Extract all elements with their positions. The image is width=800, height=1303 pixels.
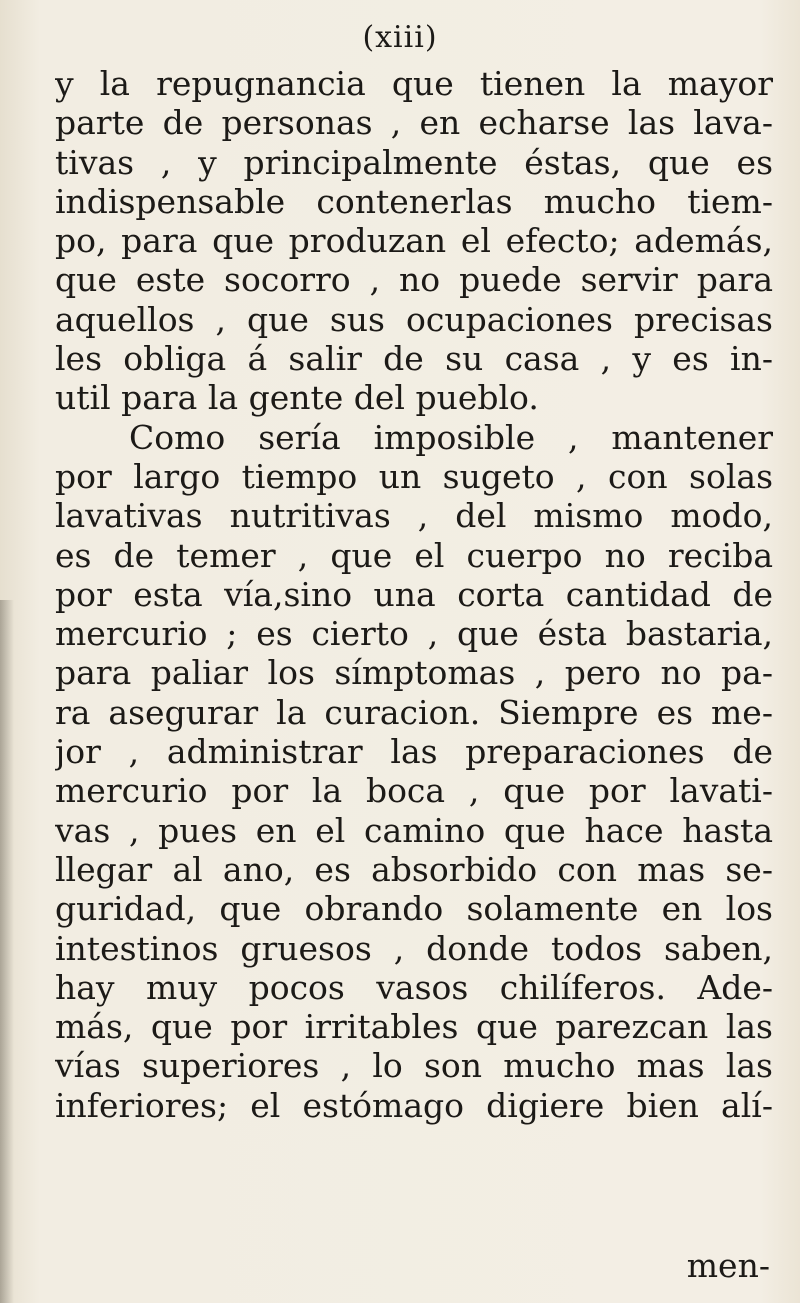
text-line: que este socorro , no puede servir para [55,260,773,300]
text-line: más, que por irritables que parezcan las [55,1007,773,1047]
text-line: aquellos , que sus ocupaciones precisas [55,299,773,339]
text-line: lavativas nutritivas , del mismo modo, [55,496,773,536]
page-header: (xiii) [362,20,438,55]
text-line: tivas , y principalmente éstas, que es [55,142,773,182]
text-line: hay muy pocos vasos chilíferos. Ade- [55,967,773,1007]
text-line: indispensable contenerlas mucho tiem- [55,181,773,221]
text-line: es de temer , que el cuerpo no reciba [55,535,773,575]
text-line: guridad, que obrando solamente en los [55,889,773,929]
text-line: para paliar los símptomas , pero no pa- [55,653,773,693]
text-line: inferiores; el estómago digiere bien alí- [55,1085,773,1125]
text-line: util para la gente del pueblo. [55,378,539,418]
text-line: y la repugnancia que tienen la mayor [55,64,773,103]
text-line: Como sería imposible , mantener [129,417,773,457]
text-line: mercurio por la boca , que por lavati- [55,771,773,811]
text-line: intestinos gruesos , donde todos saben, [55,928,773,968]
text-line: llegar al ano, es absorbido con mas se- [55,849,773,889]
text-line: mercurio ; es cierto , que ésta bastaria, [55,614,773,654]
text-line: jor , administrar las preparaciones de [55,732,773,772]
catchword: men- [686,1246,770,1285]
text-line: po, para que produzan el efecto; además, [55,221,773,261]
text-line: les obliga á salir de su casa , y es in- [55,339,773,379]
page-edge-shadow [0,600,14,1303]
text-line: vías superiores , lo son mucho mas las [55,1046,773,1086]
text-line: vas , pues en el camino que hace hasta [55,810,773,850]
text-line: por esta vía,sino una corta cantidad de [55,574,773,614]
body-text [55,64,773,1125]
text-line: por largo tiempo un sugeto , con solas [55,456,773,496]
text-line: parte de personas , en echarse las lava- [55,103,773,143]
text-line: ra asegurar la curacion. Siempre es me- [55,692,773,732]
